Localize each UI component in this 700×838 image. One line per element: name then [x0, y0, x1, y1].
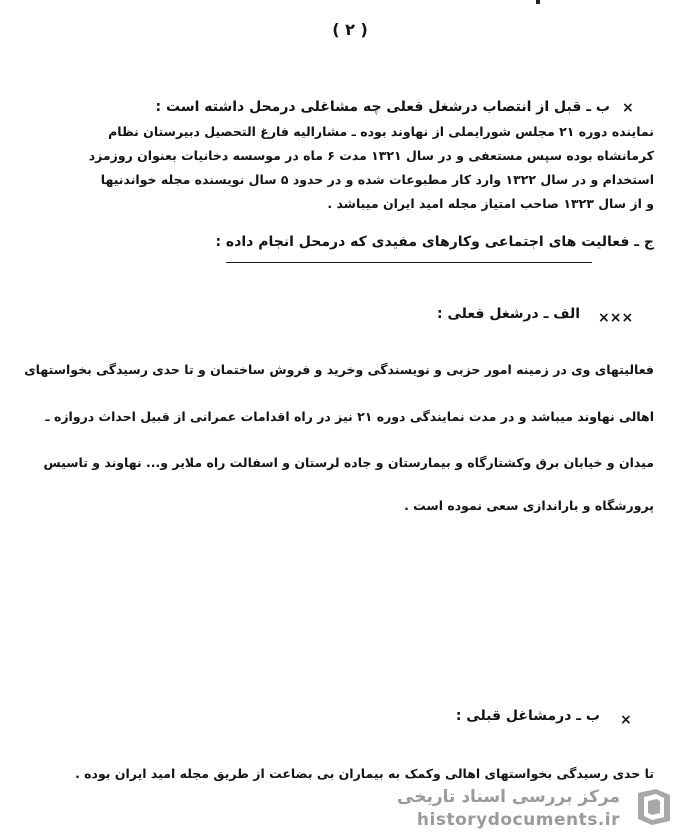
watermark-title: مرکز بررسی اسناد تاریخی	[397, 787, 620, 807]
section-b-line-1: نماینده دوره ۲۱ مجلس شورایملی از نهاوند بوده ـ مشارالیه فارغ التحصیل دبیرستان نظام	[108, 124, 654, 139]
section-alef-marker: ×××	[598, 310, 634, 326]
section-b2-heading: ب ـ درمشاغل قبلی :	[455, 708, 600, 724]
archive-logo-icon	[630, 785, 678, 829]
scan-speck	[536, 0, 540, 4]
section-j-heading: ج ـ فعالیت های اجتماعی وکارهای مفیدی که درمحل انجام داده :	[215, 234, 654, 250]
section-b2-marker: ×	[620, 712, 632, 728]
section-alef-line-1: فعالیتهای وی در زمینه امور حزبی و نویسندگی وخرید و فروش ساختمان و تا حدی رسیدگی بخواستهای	[24, 362, 654, 377]
watermark-url: historydocuments.ir	[416, 810, 620, 830]
heading-underline	[226, 262, 592, 263]
section-b-heading: ب ـ قبل از انتصاب درشغل فعلی چه مشاغلی درمحل داشته است :	[155, 99, 610, 115]
section-b-line-2: کرمانشاه بوده سپس مستعفی و در سال ۱۳۲۱ مدت ۶ ماه در موسسه دخانیات بعنوان روزمزد	[88, 148, 654, 163]
section-b-marker: ×	[622, 100, 634, 116]
watermark	[0, 775, 700, 838]
section-b-line-3: استخدام و در سال ۱۳۲۲ وارد کار مطبوعات شده و در حدود ۵ سال نویسنده مجله خواندنیها	[100, 172, 654, 187]
section-alef-line-2: اهالی نهاوند میباشد و در مدت نمایندگی دوره ۲۱ نیز در راه اقدامات عمرانی از قبیل احداث دروازه ـ	[45, 409, 654, 424]
section-alef-line-4: پرورشگاه و باراندازی سعی نموده است .	[404, 498, 654, 513]
section-b-line-4: و از سال ۱۳۲۳ صاحب امتیاز مجله امید ایران میباشد .	[327, 196, 654, 211]
page-number: ( ۲ )	[332, 20, 368, 39]
section-alef-heading: الف ـ درشغل فعلی :	[437, 306, 580, 322]
section-b2-line-1: تا حدی رسیدگی بخواستهای اهالی وکمک به بیماران بی بضاعت از طریق مجله امید ایران بوده .	[75, 766, 654, 781]
section-alef-line-3: میدان و خیابان برق وکشتارگاه و بیمارستان و جاده لرستان و اسفالت راه ملایر و... نهاوند و تاسیس	[43, 455, 654, 470]
